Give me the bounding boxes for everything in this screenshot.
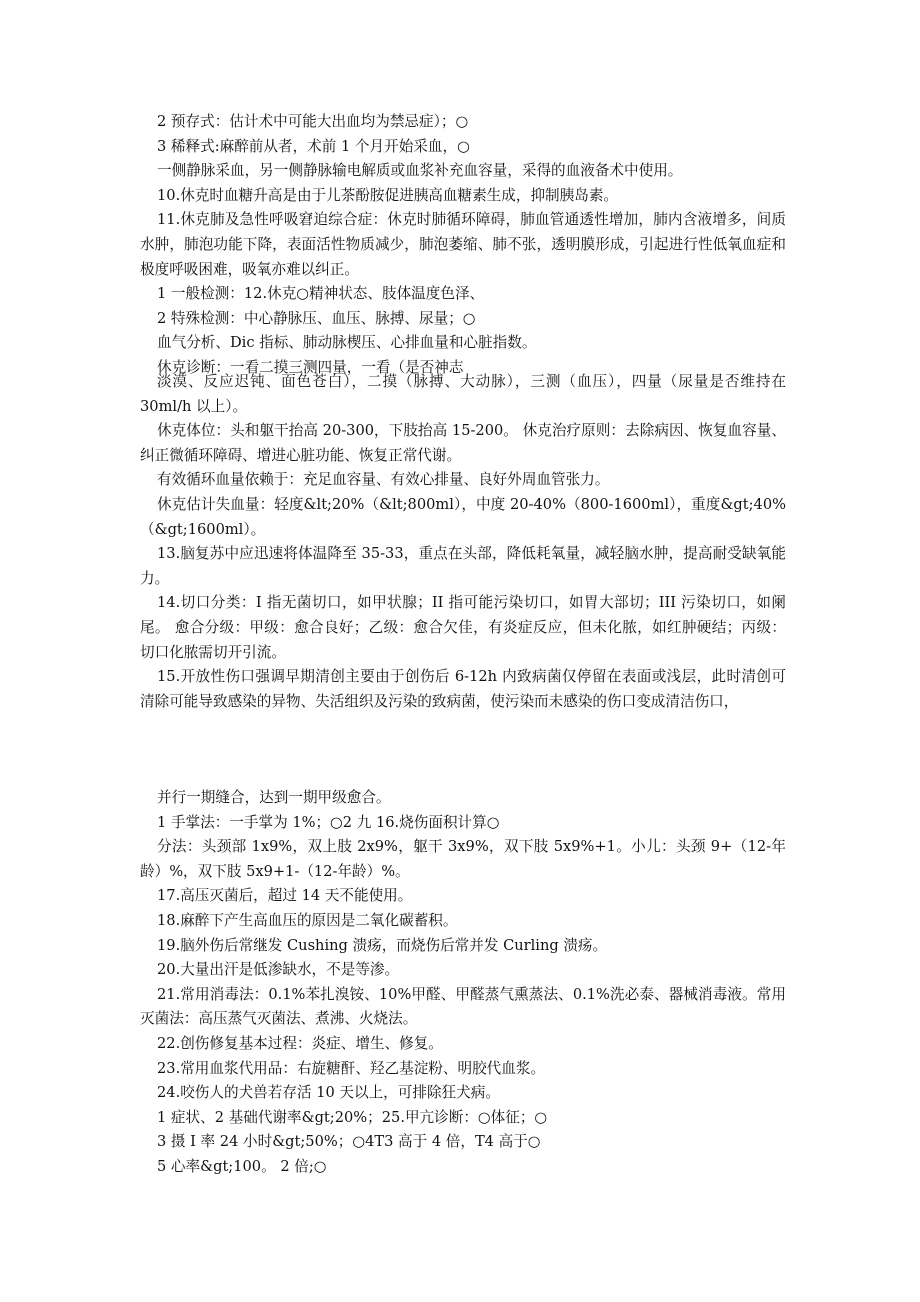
paragraph: 并行一期缝合，达到一期甲级愈合。 xyxy=(157,789,391,806)
paragraph: 20.大量出汗是低渗缺水，不是等渗。 xyxy=(157,961,400,979)
paragraph: 5 心率&gt;100。 2 倍;○ xyxy=(157,1157,327,1175)
paragraph: 1 手掌法：一手掌为 1%；○2 九 16.烧伤面积计算○ xyxy=(157,813,500,831)
paragraph: 24.咬伤人的犬兽若存活 10 天以上，可排除狂犬病。 xyxy=(157,1084,500,1102)
paragraph: 11.休克肺及急性呼吸窘迫综合症：休克时肺循环障碍，肺血管通透性增加，肺内含液增多，间质水肿，肺泡功能下降，表面活性物质减少，肺泡萎缩、肺不张，透明膜形成，引起进行性低氧血症和极度呼吸困难，吸氧亦难以纠正。 xyxy=(140,211,786,278)
paragraph: 15.开放性伤口强调早期清创主要由于创伤后 6-12h 内致病菌仅停留在表面或浅层，此时清创可清除可能导致感染的异物、失活组织及污染的致病菌，使污染而未感染的伤口变成清洁伤口， xyxy=(140,668,786,710)
text-block-2 xyxy=(140,370,786,714)
paragraph: 3 稀释式:麻醉前从者，术前 1 个月开始采血，○ xyxy=(157,137,470,155)
paragraph: 21.常用消毒法：0.1%苯扎溴铵、10%甲醛、甲醛蒸气熏蒸法、0.1%洗必泰、器械消毒液。常用灭菌法：高压蒸气灭菌法、煮沸、火烧法。 xyxy=(140,985,786,1028)
paragraph: 休克诊断：一看二摸三测四量，一看（是否神志 xyxy=(157,358,464,376)
text-block-3 xyxy=(140,786,786,1180)
paragraph: 休克估计失血量：轻度&lt;20%（&lt;800ml），中度 20-40%（800-1600ml），重度&gt;40%（&gt;1600ml）。 xyxy=(140,495,786,538)
paragraph: 2 特殊检测：中心静脉压、血压、脉搏、尿量；○ xyxy=(157,309,476,327)
paragraph: 2 预存式：估计术中可能大出血均为禁忌症）；○ xyxy=(157,113,469,130)
paragraph: 淡漠、反应迟钝、面色苍白），二摸（脉搏、大动脉），三测（血压），四量（尿量是否维持在 30ml/h 以上）。 xyxy=(140,373,786,415)
paragraph: 休克体位：头和躯干抬高 20-300，下肢抬高 15-200。 休克治疗原则：去除病因、恢复血容量、纠正微循环障碍、增进心脏功能、恢复正常代谢。 xyxy=(140,422,786,464)
paragraph: 分法：头颈部 1x9%，双上肢 2x9%，躯干 3x9%，双下肢 5x9%+1。小儿：头颈 9+（12-年龄）%，双下肢 5x9+1-（12-年龄）%。 xyxy=(140,838,786,880)
text-block-1 xyxy=(140,110,786,381)
paragraph: 14.切口分类：I 指无菌切口，如甲状腺；II 指可能污染切口，如胃大部切；III 污染切口，如阑尾。 愈合分级：甲级：愈合良好；乙级：愈合欠佳，有炎症反应，但未化脓，如红肿硬结；丙级：切口化脓需切开引流。 xyxy=(140,594,786,661)
paragraph: 13.脑复苏中应迅速将体温降至 35-33，重点在头部，降低耗氧量，减轻脑水肿，提高耐受缺氧能力。 xyxy=(140,545,786,587)
paragraph: 10.休克时血糖升高是由于儿茶酚胺促进胰高血糖素生成，抑制胰岛素。 xyxy=(157,186,619,204)
paragraph: 1 症状、2 基础代谢率&gt;20%；25.甲亢诊断：○体征；○ xyxy=(157,1108,548,1126)
paragraph: 有效循环血量依赖于：充足血容量、有效心排量、良好外周血管张力。 xyxy=(157,471,610,489)
paragraph: 1 一般检测：12.休克○精神状态、肢体温度色泽、 xyxy=(157,285,485,303)
paragraph: 3 摄 I 率 24 小时&gt;50%；○4T3 高于 4 倍，T4 高于○ xyxy=(157,1133,541,1151)
paragraph: 18.麻醉下产生高血压的原因是二氧化碳蓄积。 xyxy=(157,911,458,929)
paragraph: 17.高压灭菌后，超过 14 天不能使用。 xyxy=(157,887,413,905)
paragraph: 血气分析、Dic 指标、肺动脉楔压、心排血量和心脏指数。 xyxy=(157,334,537,352)
paragraph: 22.创伤修复基本过程：炎症、增生、修复。 xyxy=(157,1034,443,1052)
paragraph: 一侧静脉采血，另一侧静脉输电解质或血浆补充血容量，采得的血液备术中使用。 xyxy=(157,162,683,180)
paragraph: 19.脑外伤后常继发 Cushing 溃疡，而烧伤后常并发 Curling 溃疡。 xyxy=(157,936,608,954)
paragraph: 23.常用血浆代用品：右旋糖酐、羟乙基淀粉、明胶代血浆。 xyxy=(157,1059,546,1077)
